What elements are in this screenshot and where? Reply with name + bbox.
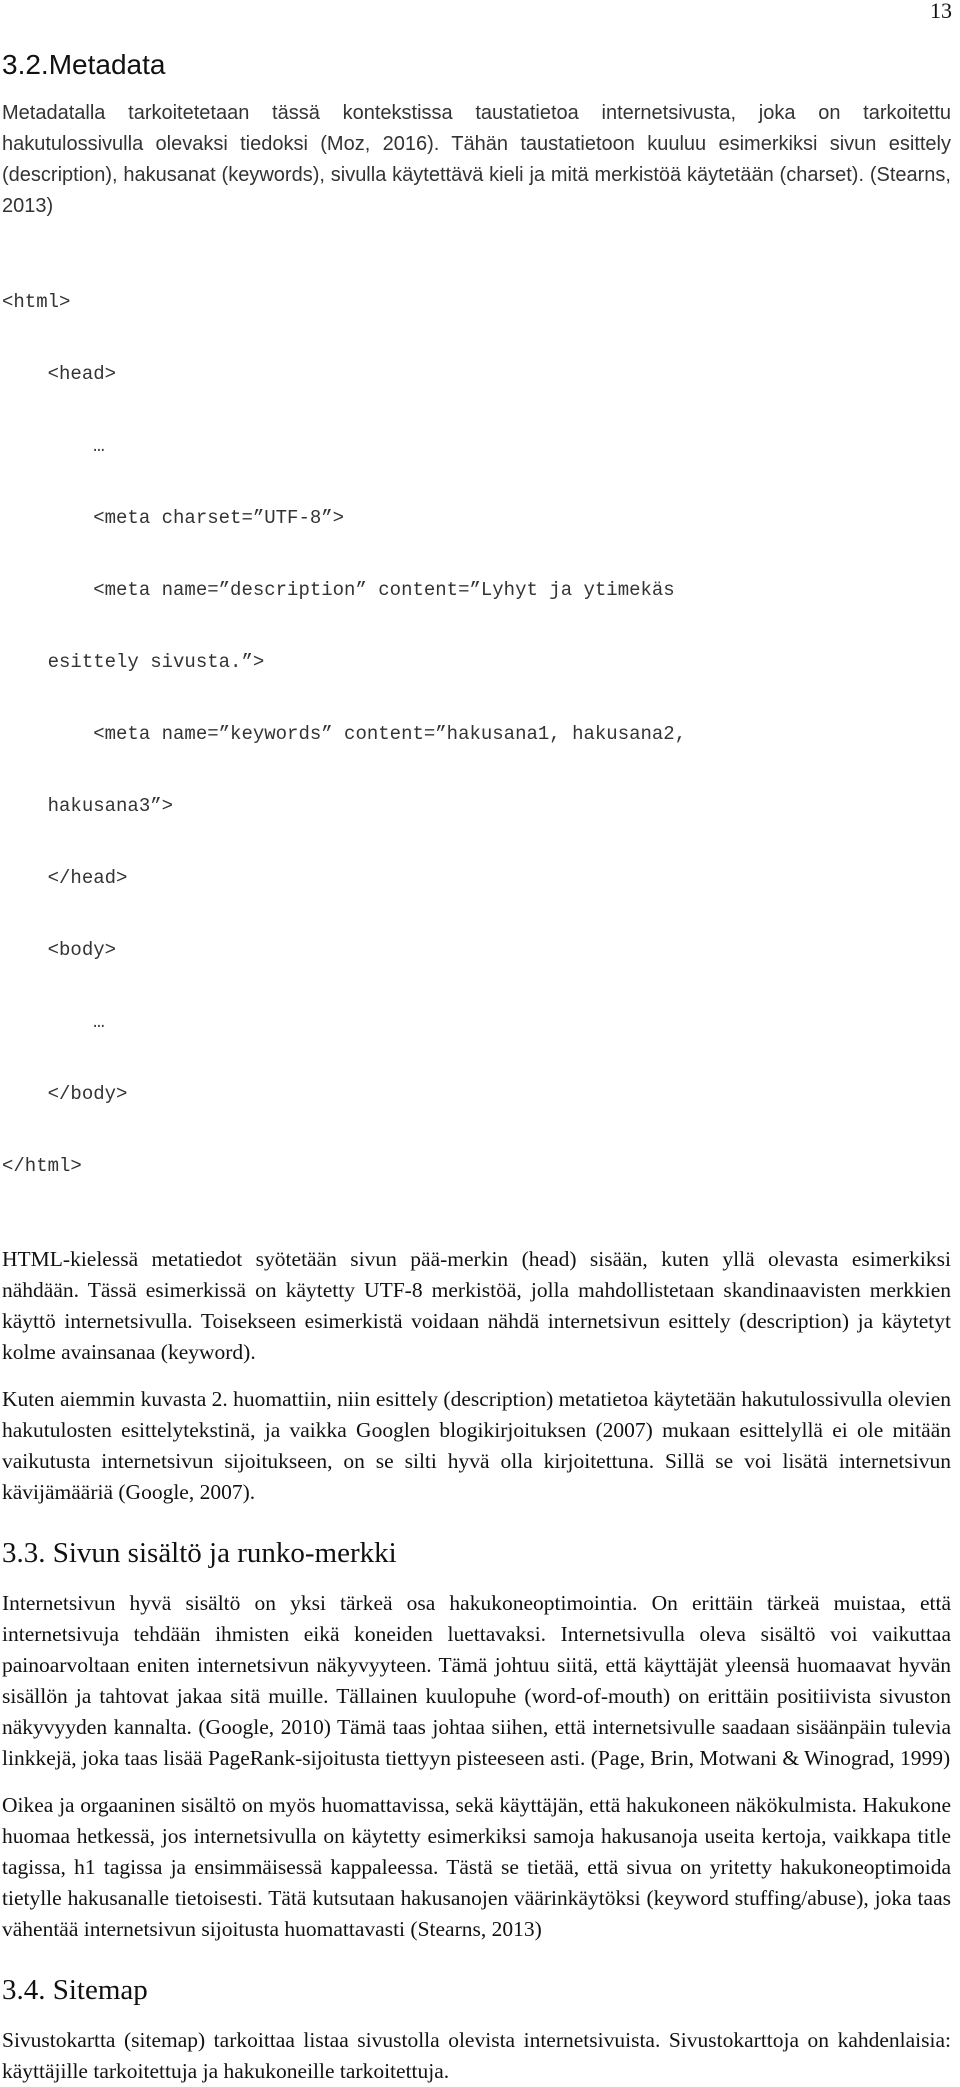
page-content [2, 48, 951, 2087]
code-line: <meta name=”keywords” content=”hakusana1, hakusana2, [2, 723, 687, 745]
code-line: <head> [2, 363, 117, 385]
metadata-paragraph-2: Kuten aiemmin kuvasta 2. huomattiin, niin esittely (description) metatietoa käytetään hakutulossivulla olevien hakutulosten esittelytekstinä, ja vaikka Googlen blogikirjoituksen (2007) mukaan esittelyllä ei ole mitään vaikutusta internetsivun sijoitukseen, on se silti hyvä olla kirjoitettuna. Sillä se voi lisätä internetsivun kävijämääriä (Google, 2007). [2, 1387, 951, 1504]
section-heading-metadata: 3.2.Metadata [2, 49, 166, 80]
section-heading-sitemap: 3.4. Sitemap [2, 1974, 148, 2006]
code-line: … [2, 435, 105, 457]
page-number: 13 [930, 0, 952, 23]
code-line: … [2, 1011, 105, 1033]
code-line: </body> [2, 1083, 128, 1105]
section-heading-content: 3.3. Sivun sisältö ja runko-merkki [2, 1537, 397, 1569]
code-line: <meta charset=”UTF-8”> [2, 507, 345, 529]
code-line: hakusana3”> [2, 795, 174, 817]
metadata-paragraph-1: HTML-kielessä metatiedot syötetään sivun pää-merkin (head) sisään, kuten yllä olevasta esimerkiksi nähdään. Tässä esimerkissä on käytetty UTF-8 merkistöä, jolla mahdollistetaan skandinaavisten merkkien käyttö internetsivulla. Toisekseen esimerkistä voidaan nähdä internetsivun esittely (description) ja käytetyt kolme avainsanaa (keyword). [2, 1247, 951, 1364]
code-line: esittely sivusta.”> [2, 651, 265, 673]
code-line: </html> [2, 1155, 82, 1177]
content-paragraph-1: Internetsivun hyvä sisältö on yksi tärkeä osa hakukoneoptimointia. On erittäin tärkeä muistaa, että internetsivuja tehdään ihmisten eikä koneiden luettavaksi. Internetsivulla oleva sisältö voi vaikuttaa painoarvoltaan eniten internetsivun näkyvyyteen. Tämä johtuu siitä, että käyttäjät yleensä huomaavat hyvän sisällön ja tahtovat jakaa sitä muille. Tällainen kuulopuhe (word-of-mouth) on erittäin positiivista sivuston näkyvyyden kannalta. (Google, 2010) Tämä taas johtaa siihen, että internetsivulle saadaan sisäänpäin tulevia linkkejä, joka taas lisää PageRank-sijoitusta tiettyyn pisteeseen asti. (Page, Brin, Motwani & Winograd, 1999) [2, 1591, 951, 1770]
code-line: <html> [2, 291, 71, 313]
html-code-example [2, 242, 951, 1226]
metadata-intro-paragraph: Metadatalla tarkoitetetaan tässä kontekstissa taustatietoa internetsivusta, joka on tarkoitettu hakutulossivulla olevaksi tiedoksi (Moz, 2016). Tähän taustatietoon kuuluu esimerkiksi sivun esittely (description), hakusanat (keywords), sivulla käytettävä kieli ja mitä merkistöä käytetään (charset). (Stearns, 2013) [2, 102, 951, 217]
content-paragraph-2: Oikea ja orgaaninen sisältö on myös huomattavissa, sekä käyttäjän, että hakukoneen näkökulmista. Hakukone huomaa hetkessä, jos internetsivulla on käytetty esimerkiksi samoja hakusanoja useita kertoja, vaikkapa title tagissa, h1 tagissa ja ensimmäisessä kappaleessa. Tästä se tietää, että sivua on yritetty hakukoneoptimoida tietylle hakusanalle tietoisesti. Tätä kutsutaan hakusanojen väärinkäytöksi (keyword stuffing/abuse), joka taas vähentää internetsivun sijoitusta huomattavasti (Stearns, 2013) [2, 1793, 951, 1941]
sitemap-paragraph-1: Sivustokartta (sitemap) tarkoittaa listaa sivustolla olevista internetsivuista. Sivustokarttoja on kahdenlaisia: käyttäjille tarkoitettuja ja hakukoneille tarkoitettuja. [2, 2028, 951, 2083]
code-line: <meta name=”description” content=”Lyhyt ja ytimekäs [2, 579, 675, 601]
code-line: <body> [2, 939, 117, 961]
code-line: </head> [2, 867, 128, 889]
